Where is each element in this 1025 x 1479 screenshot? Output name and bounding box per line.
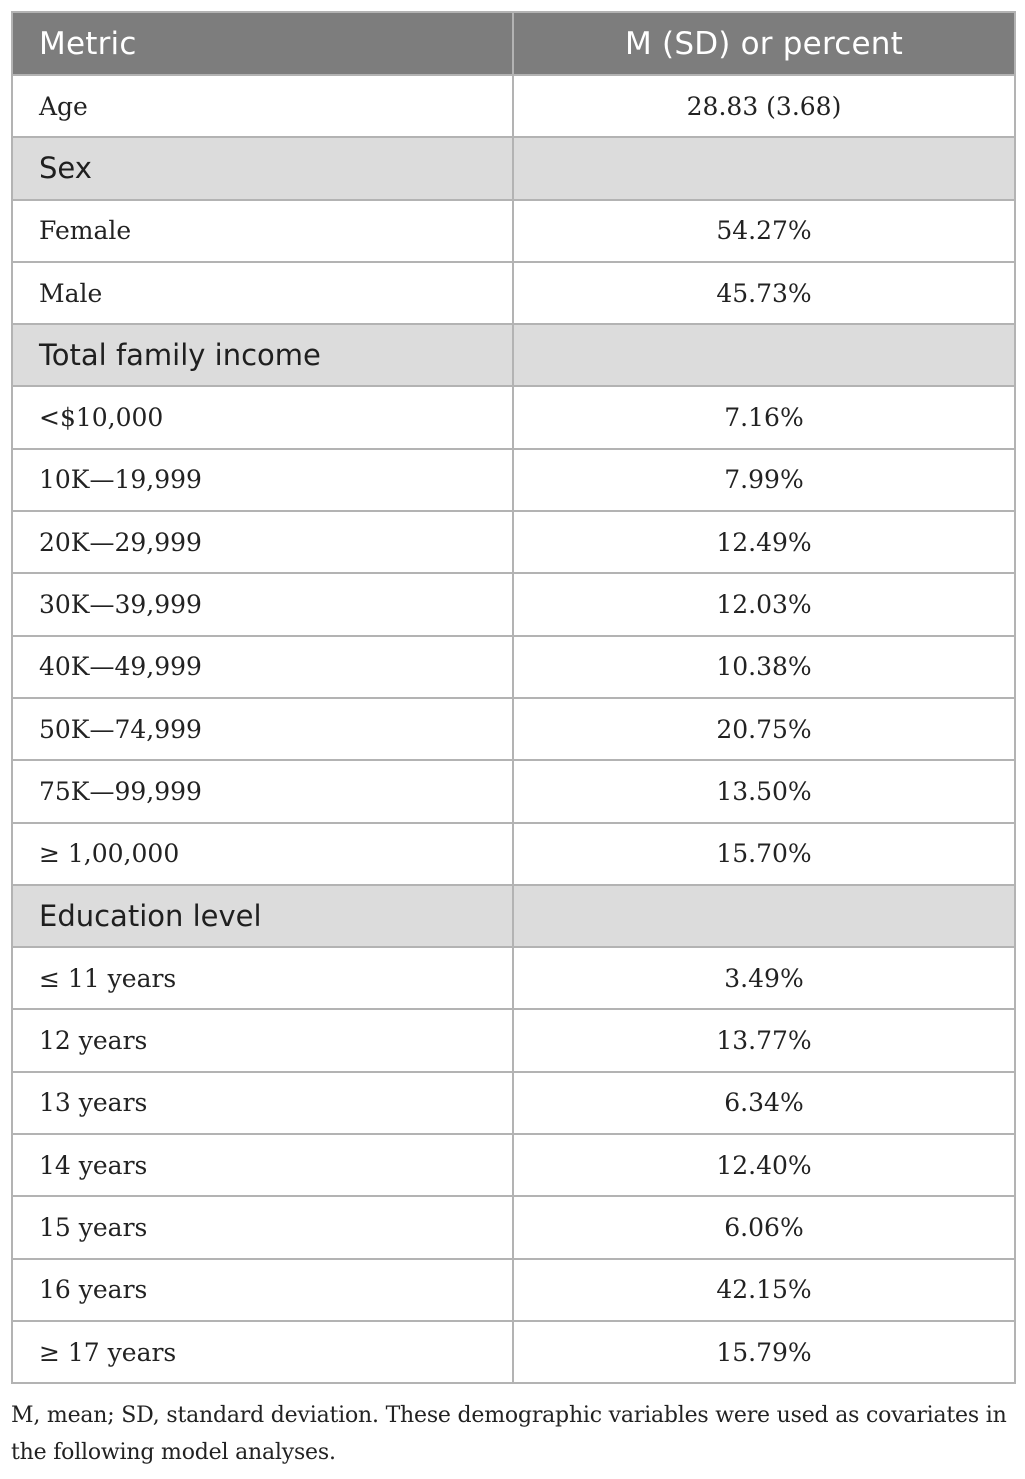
table-row — [12, 1321, 1015, 1383]
table-row — [12, 200, 1015, 262]
metric-cell: ≤ 11 years — [12, 947, 513, 1009]
metric-cell: 12 years — [12, 1009, 513, 1071]
section-header-row — [12, 137, 1015, 199]
value-cell: 28.83 (3.68) — [513, 75, 1015, 137]
metric-cell: ≥ 1,00,000 — [12, 823, 513, 885]
value-cell: 6.34% — [513, 1072, 1015, 1134]
table-row — [12, 75, 1015, 137]
demographics-table — [11, 11, 1016, 1384]
metric-cell: 13 years — [12, 1072, 513, 1134]
value-cell: 12.49% — [513, 511, 1015, 573]
demographics-table-container — [11, 11, 1014, 1384]
value-cell: 45.73% — [513, 262, 1015, 324]
metric-cell: 30K—39,999 — [12, 573, 513, 635]
value-cell: 12.40% — [513, 1134, 1015, 1196]
table-header — [12, 12, 1015, 75]
table-row — [12, 262, 1015, 324]
value-cell: 6.06% — [513, 1196, 1015, 1258]
section-label: Total family income — [12, 324, 513, 386]
table-row — [12, 1259, 1015, 1321]
value-cell: 13.77% — [513, 1009, 1015, 1071]
value-cell: 3.49% — [513, 947, 1015, 1009]
value-cell: 7.99% — [513, 449, 1015, 511]
table-row — [12, 1134, 1015, 1196]
value-cell: 20.75% — [513, 698, 1015, 760]
table-row — [12, 1009, 1015, 1071]
table-row — [12, 449, 1015, 511]
metric-cell: 14 years — [12, 1134, 513, 1196]
metric-cell: 75K—99,999 — [12, 760, 513, 822]
table-row — [12, 1072, 1015, 1134]
table-row — [12, 511, 1015, 573]
metric-cell: 40K—49,999 — [12, 636, 513, 698]
table-row — [12, 386, 1015, 448]
column-header-value: M (SD) or percent — [513, 12, 1015, 75]
table-body — [12, 75, 1015, 1383]
table-row — [12, 947, 1015, 1009]
metric-cell: Female — [12, 200, 513, 262]
metric-cell: ≥ 17 years — [12, 1321, 513, 1383]
value-cell: 12.03% — [513, 573, 1015, 635]
section-header-row — [12, 885, 1015, 947]
value-cell: 15.79% — [513, 1321, 1015, 1383]
column-header-metric: Metric — [12, 12, 513, 75]
metric-cell: 50K—74,999 — [12, 698, 513, 760]
metric-cell: 15 years — [12, 1196, 513, 1258]
table-row — [12, 636, 1015, 698]
metric-cell: 10K—19,999 — [12, 449, 513, 511]
metric-cell: <$10,000 — [12, 386, 513, 448]
section-value-cell — [513, 885, 1015, 947]
section-label: Education level — [12, 885, 513, 947]
metric-cell: Male — [12, 262, 513, 324]
metric-cell: Age — [12, 75, 513, 137]
section-label: Sex — [12, 137, 513, 199]
section-value-cell — [513, 137, 1015, 199]
metric-cell: 16 years — [12, 1259, 513, 1321]
metric-cell: 20K—29,999 — [12, 511, 513, 573]
value-cell: 54.27% — [513, 200, 1015, 262]
value-cell: 42.15% — [513, 1259, 1015, 1321]
value-cell: 15.70% — [513, 823, 1015, 885]
table-row — [12, 1196, 1015, 1258]
value-cell: 7.16% — [513, 386, 1015, 448]
table-row — [12, 760, 1015, 822]
table-row — [12, 823, 1015, 885]
value-cell: 10.38% — [513, 636, 1015, 698]
table-row — [12, 573, 1015, 635]
section-value-cell — [513, 324, 1015, 386]
section-header-row — [12, 324, 1015, 386]
table-footnote: M, mean; SD, standard deviation. These demographic variables were used as covariates in the following model analyses. — [11, 1403, 1007, 1465]
value-cell: 13.50% — [513, 760, 1015, 822]
header-row — [12, 12, 1015, 75]
table-row — [12, 698, 1015, 760]
